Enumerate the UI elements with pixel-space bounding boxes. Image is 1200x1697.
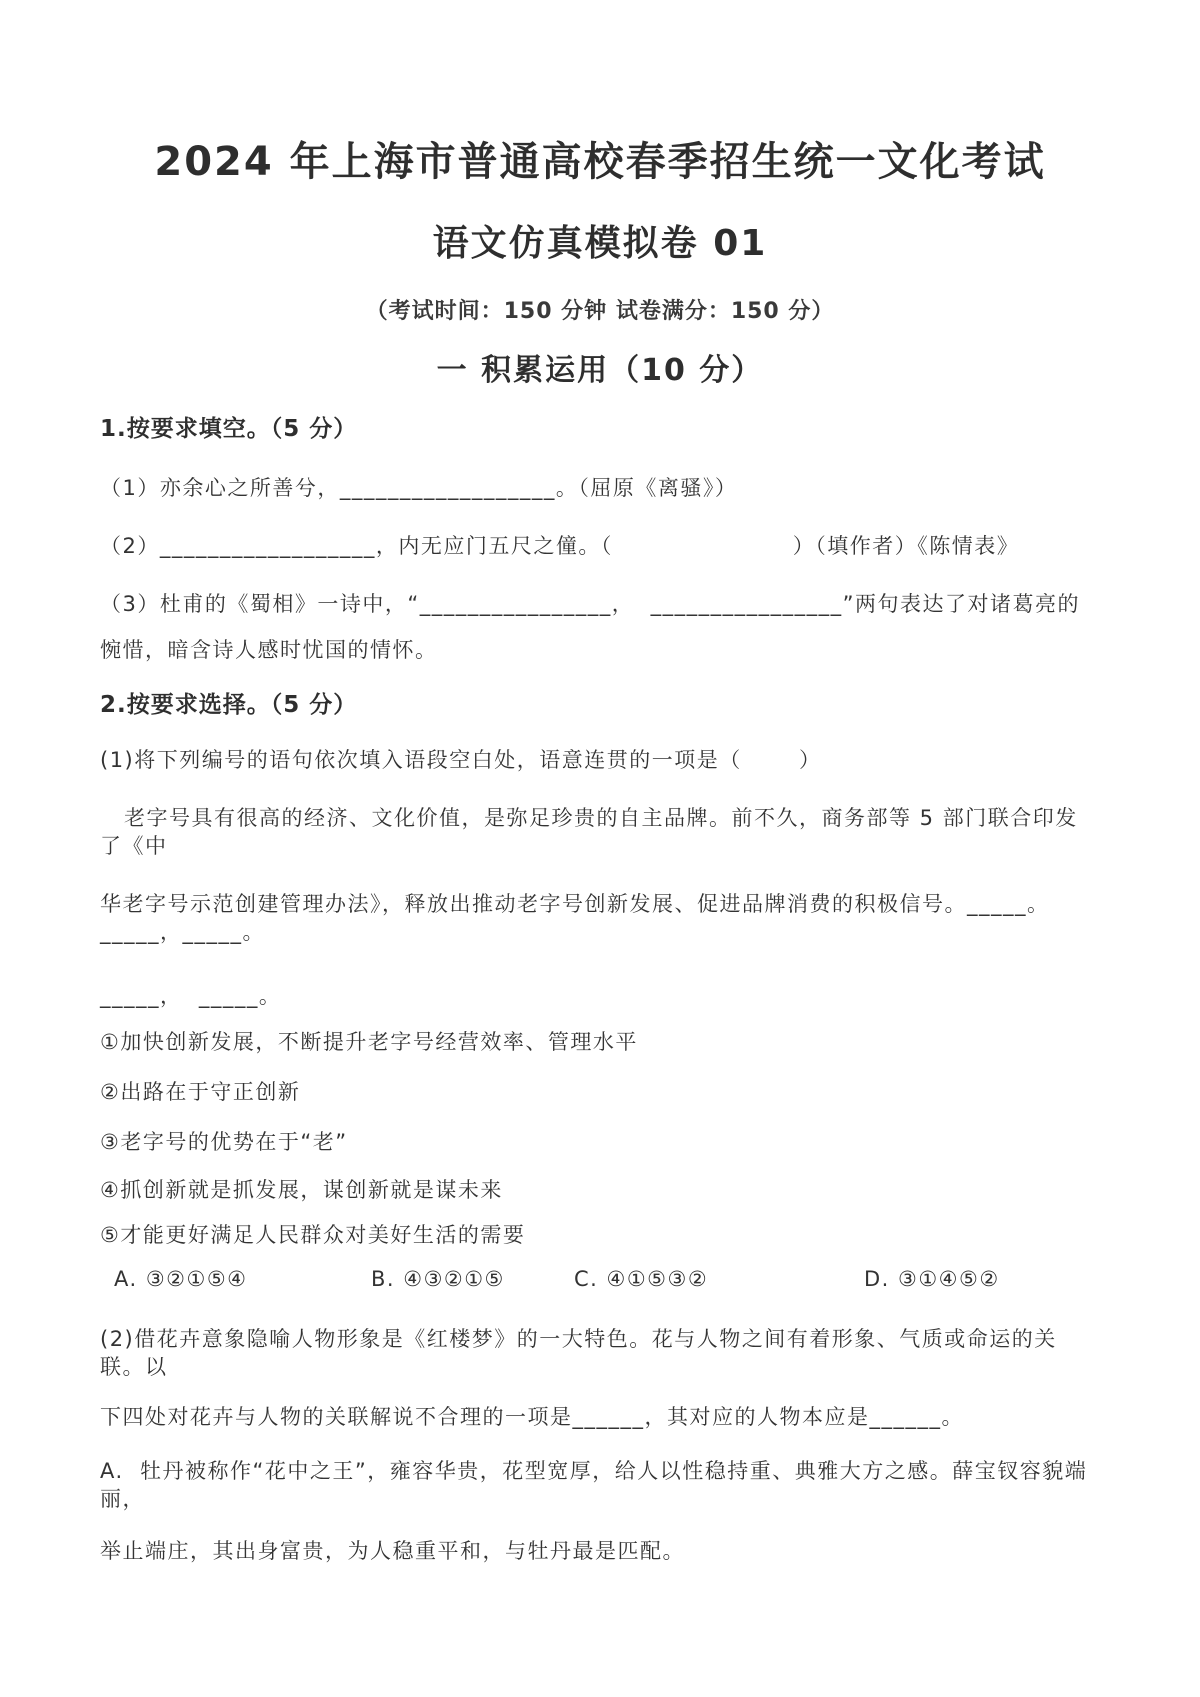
q2-part1-passage-line3: _____， _____。: [100, 984, 282, 1008]
option-c: C. ④①⑤③②: [574, 1267, 709, 1291]
q2-part2-prompt-line1: (2)借花卉意象隐喻人物形象是《红楼梦》的一大特色。花与人物之间有着形象、气质或命运的关联。以: [100, 1327, 1057, 1379]
q2-part1-numbered-item-1: ①加快创新发展，不断提升老字号经营效率、管理水平: [100, 1030, 638, 1054]
q1-item-3-continuation: 惋惜，暗含诗人感时忧国的情怀。: [100, 638, 438, 662]
option-d: D. ③①④⑤②: [864, 1267, 1000, 1291]
option-a: A. ③②①⑤④: [114, 1267, 248, 1291]
exam-title-line2: 语文仿真模拟卷 01: [432, 223, 768, 264]
exam-info-line: （考试时间：150 分钟 试卷满分：150 分）: [365, 299, 835, 324]
question1-heading: 1.按要求填空。（5 分）: [100, 416, 358, 442]
q2-part1-numbered-item-5: ⑤才能更好满足人民群众对美好生活的需要: [100, 1223, 526, 1247]
q1-item-1: （1）亦余心之所善兮，__________________。（屈原《离骚》）: [100, 476, 738, 500]
q2-part1-passage-line2: 华老字号示范创建管理办法》，释放出推动老字号创新发展、促进品牌消费的积极信号。_____。_____，_____。: [100, 892, 1050, 944]
exam-title-line1: 2024 年上海市普通高校春季招生统一文化考试: [154, 139, 1046, 185]
q2-part2-option-a-line1: A. 牡丹被称作“花中之王”，雍容华贵，花型宽厚，给人以性稳持重、典雅大方之感。薛宝钗容貌端丽，: [100, 1459, 1088, 1511]
q2-part1-prompt: (1)将下列编号的语句依次填入语段空白处，语意连贯的一项是（ ）: [100, 748, 822, 772]
section1-heading: 一 积累运用（10 分）: [436, 353, 764, 388]
q1-item-3: （3）杜甫的《蜀相》一诗中，“________________， ________________”两句表达了对诸葛亮的: [100, 592, 1080, 616]
q2-part2-prompt-line2: 下四处对花卉与人物的关联解说不合理的一项是______，其对应的人物本应是______。: [100, 1405, 964, 1429]
q2-part1-passage-line1: 老字号具有很高的经济、文化价值，是弥足珍贵的自主品牌。前不久，商务部等 5 部门联合印发了《中: [100, 806, 1078, 858]
q2-part1-numbered-item-2: ②出路在于守正创新: [100, 1080, 301, 1104]
q2-part2-option-a-line2: 举止端庄，其出身富贵，为人稳重平和，与牡丹最是匹配。: [100, 1539, 685, 1563]
q2-part1-numbered-item-4: ④抓创新就是抓发展，谋创新就是谋未来: [100, 1178, 503, 1202]
option-b: B. ④③②①⑤: [371, 1267, 505, 1291]
q1-item-2: （2）__________________，内无应门五尺之僮。（ ）（填作者）《陈情表》: [100, 534, 1020, 558]
question2-heading: 2.按要求选择。（5 分）: [100, 692, 358, 718]
q2-part1-options-row: [100, 1265, 1100, 1293]
q2-part1-numbered-item-3: ③老字号的优势在于“老”: [100, 1130, 348, 1154]
